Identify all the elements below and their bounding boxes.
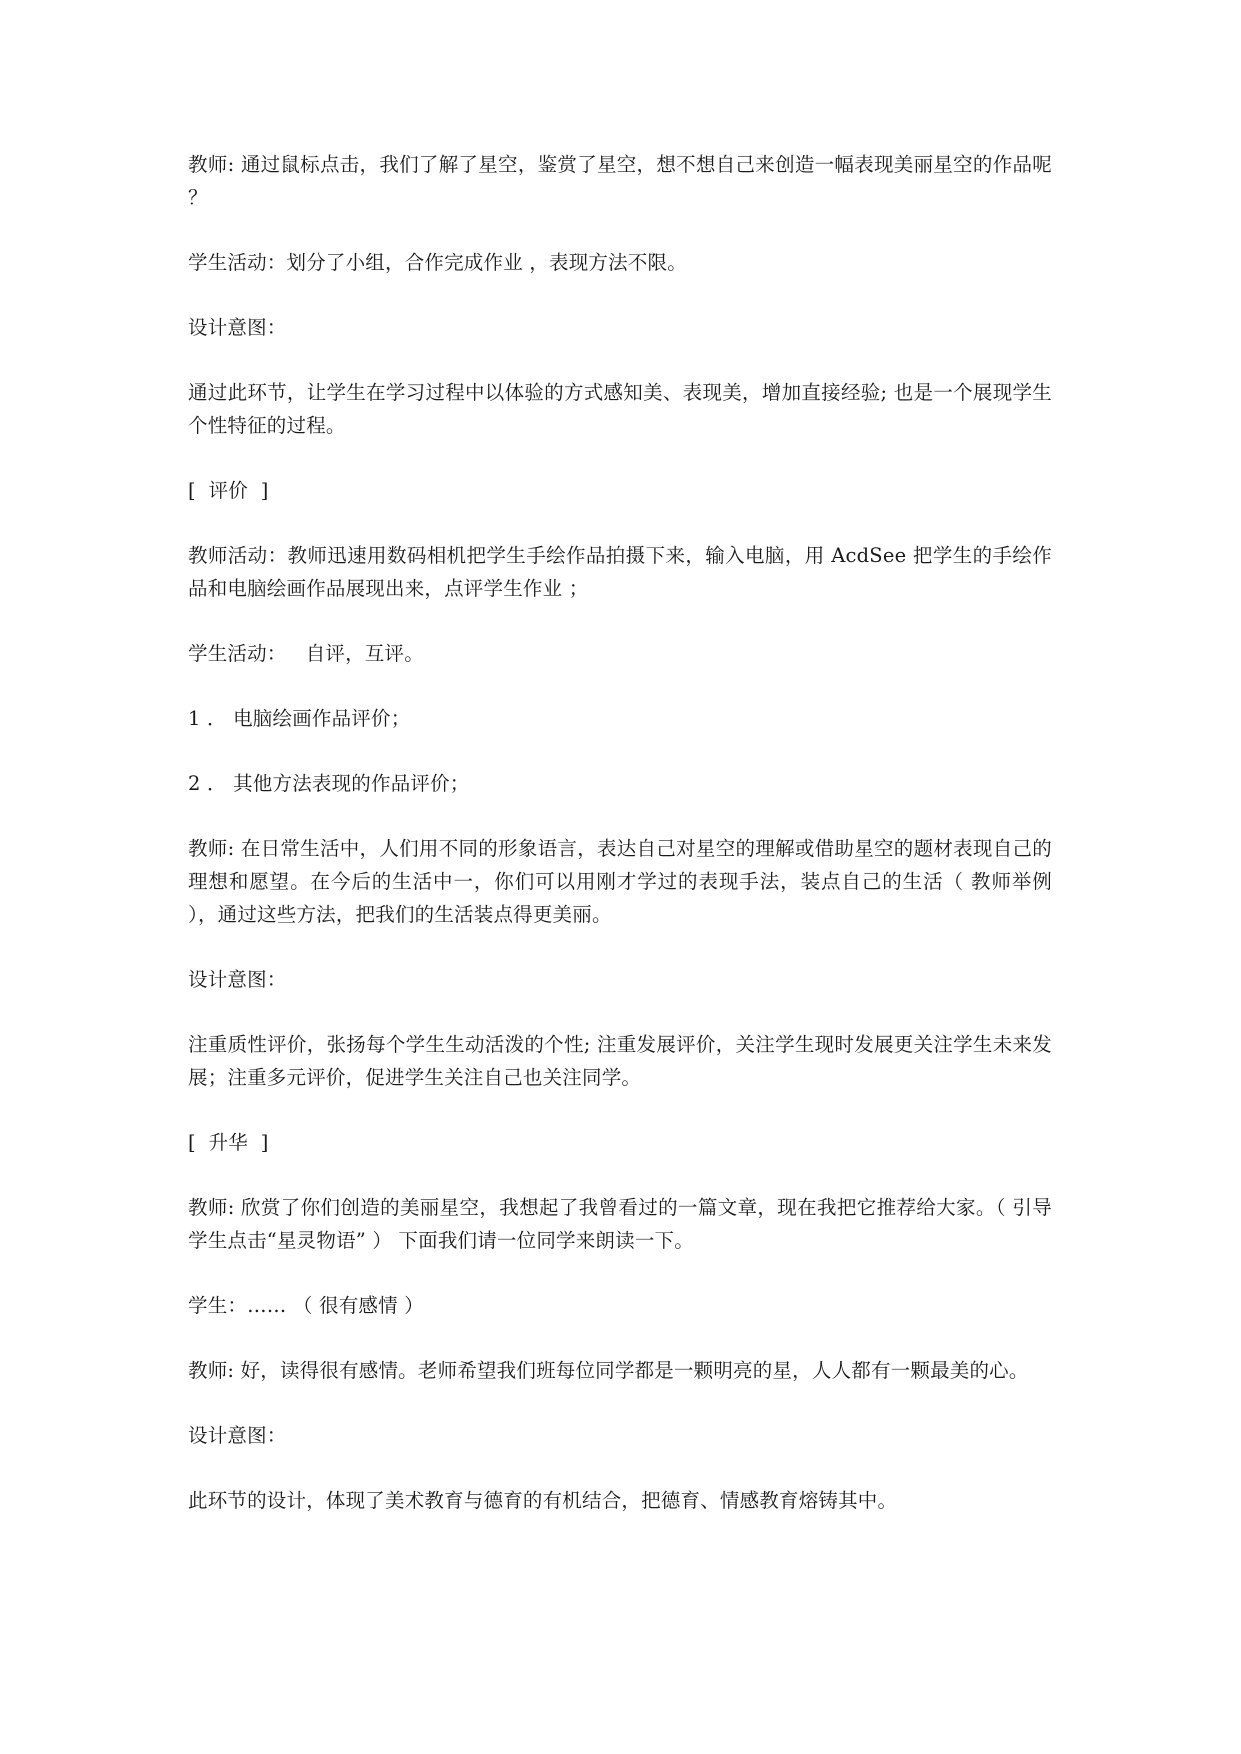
paragraph-teacher-recommend: 教师: 欣赏了你们创造的美丽星空，我想起了我曾看过的一篇文章，现在我把它推荐给大家。（ 引导学生点击“星灵物语” ） 下面我们请一位同学来朗读一下。 bbox=[188, 1196, 1052, 1252]
paragraph-teacher-activity: 教师活动：教师迅速用数码相机把学生手绘作品拍摄下来，输入电脑，用 AcdSee 把学生的手绘作品和电脑绘画作品展现出来，点评学生作业 ； bbox=[188, 544, 1052, 600]
list-item-2: 2 ． 其他方法表现的作品评价； bbox=[188, 772, 470, 795]
paragraph-teacher-intro: 教师: 通过鼠标点击，我们了解了星空，鉴赏了星空，想不想自己来创造一幅表现美丽星空的作品呢 ？ bbox=[188, 153, 1059, 209]
paragraph-design-intent-label-2: 设计意图： bbox=[188, 968, 287, 991]
paragraph-design-intent-label-3: 设计意图： bbox=[188, 1424, 287, 1447]
paragraph-design-intent-2: 注重质性评价，张扬每个学生生动活泼的个性; 注重发展评价，关注学生现时发展更关注学生未来发展；注重多元评价，促进学生关注自己也关注同学。 bbox=[188, 1033, 1052, 1089]
paragraph-student-activity-2: 学生活动： 自评，互评。 bbox=[188, 642, 424, 665]
paragraph-student-activity-1: 学生活动：划分了小组，合作完成作业 ，表现方法不限。 bbox=[188, 251, 687, 274]
paragraph-design-intent-3: 此环节的设计，体现了美术教育与德育的有机结合，把德育、情感教育熔铸其中。 bbox=[188, 1489, 898, 1512]
paragraph-teacher-daily-life: 教师: 在日常生活中，人们用不同的形象语言，表达自己对星空的理解或借助星空的题材表现自己的理想和愿望。在今后的生活中一，你们可以用刚才学过的表现手法，装点自己的生活（ 教师举例 ），通过这些方法，把我们的生活装点得更美丽。 bbox=[188, 837, 1059, 926]
list-item-1: 1 ． 电脑绘画作品评价； bbox=[188, 707, 411, 730]
paragraph-student-reading: 学生：…… （ 很有感情 ） bbox=[188, 1294, 424, 1317]
section-heading-sublimation: [ 升华 ] bbox=[188, 1131, 269, 1154]
paragraph-design-intent-label-1: 设计意图： bbox=[188, 316, 287, 339]
document-body bbox=[188, 148, 1059, 1549]
paragraph-teacher-closing: 教师: 好，读得很有感情。老师希望我们班每位同学都是一颗明亮的星，人人都有一颗最美的心。 bbox=[188, 1359, 1029, 1382]
section-heading-evaluation: [ 评价 ] bbox=[188, 479, 269, 502]
paragraph-design-intent-1: 通过此环节，让学生在学习过程中以体验的方式感知美、表现美，增加直接经验; 也是一个展现学生个性特征的过程。 bbox=[188, 381, 1052, 437]
